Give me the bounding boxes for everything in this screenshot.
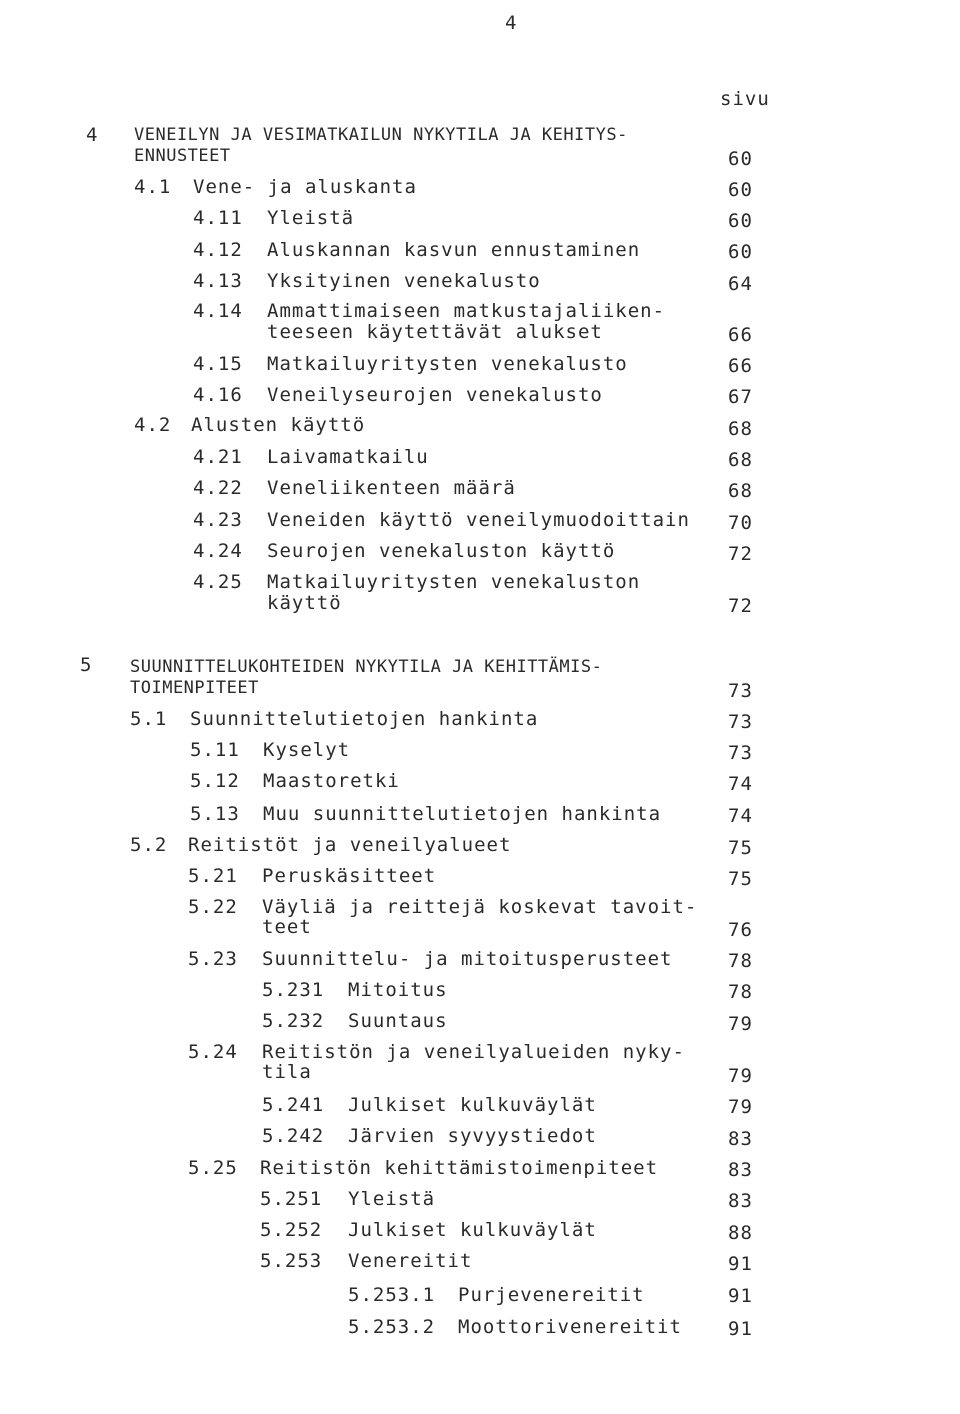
entry-title: Suuntaus [348,1010,448,1032]
entry-number: 5.23 [188,948,238,970]
entry-number: 5.12 [190,770,240,792]
entry-page: 75 [728,868,753,890]
entry-title: Vene- ja aluskanta [193,176,417,198]
entry-title-line1: Matkailuyritysten venekaluston [267,571,641,593]
entry-page: 64 [728,273,753,295]
entry-page: 74 [728,773,753,795]
entry-number: 4.22 [193,477,243,499]
entry-title: Julkiset kulkuväylät [348,1094,597,1116]
entry-number: 5.232 [262,1010,325,1032]
entry-title: Järvien syvyystiedot [348,1125,597,1147]
entry-number: 5.253.2 [348,1316,436,1338]
entry-page: 68 [728,480,753,502]
entry-page: 68 [728,449,753,471]
entry-number: 5.11 [190,739,240,761]
entry-number: 5.21 [188,865,238,887]
entry-number: 4.1 [134,176,172,198]
entry-title: Suunnittelu- ja mitoitusperusteet [262,948,673,970]
entry-number: 4.12 [193,239,243,261]
entry-title: Purjevenereitit [458,1284,645,1306]
entry-number: 4.24 [193,540,243,562]
entry-page: 76 [728,919,753,941]
entry-number: 5.251 [260,1188,323,1210]
entry-title: Yleistä [348,1188,436,1210]
entry-page: 78 [728,950,753,972]
chapter-title-line1: SUUNNITTELUKOHTEIDEN NYKYTILA JA KEHITTÄMIS- [130,657,603,677]
entry-number: 4.16 [193,384,243,406]
entry-title: Matkailuyritysten venekalusto [267,353,628,375]
chapter-title-line1: VENEILYN JA VESIMATKAILUN NYKYTILA JA KEHITYS- [134,125,628,145]
entry-page: 72 [728,595,753,617]
entry-title: Aluskannan kasvun ennustaminen [267,239,641,261]
entry-number: 5.1 [130,708,168,730]
entry-number: 5.24 [188,1041,238,1063]
entry-number: 5.252 [260,1219,323,1241]
entry-title: Maastoretki [263,770,400,792]
entry-page: 79 [728,1013,753,1035]
entry-page: 73 [728,711,753,733]
entry-title-line1: Väyliä ja reittejä koskevat tavoit- [262,896,698,918]
chapter-number: 5 [80,654,93,676]
entry-page: 68 [728,418,753,440]
page-number: 4 [505,12,518,34]
entry-number: 5.241 [262,1094,325,1116]
entry-title: Venereitit [348,1250,473,1272]
entry-title: Alusten käyttö [191,414,366,436]
entry-page: 60 [728,210,753,232]
entry-title: Peruskäsitteet [262,865,437,887]
entry-number: 5.2 [130,834,168,856]
entry-page: 66 [728,324,753,346]
entry-number: 5.253.1 [348,1284,436,1306]
entry-page: 83 [728,1159,753,1181]
entry-number: 4.15 [193,353,243,375]
entry-page: 83 [728,1128,753,1150]
entry-title: Veneiden käyttö veneilymuodoittain [267,509,690,531]
entry-title-line1: Reitistön ja veneilyalueiden nyky- [262,1041,685,1063]
entry-number: 4.21 [193,446,243,468]
entry-page: 73 [728,742,753,764]
entry-number: 4.14 [193,300,243,322]
entry-page: 83 [728,1190,753,1212]
entry-number: 5.253 [260,1250,323,1272]
entry-page: 91 [728,1318,753,1340]
entry-number: 4.2 [134,414,172,436]
entry-title: Suunnittelutietojen hankinta [190,708,539,730]
chapter-number: 4 [86,124,99,146]
entry-title: Seurojen venekaluston käyttö [267,540,616,562]
entry-title: Laivamatkailu [267,446,429,468]
entry-page: 78 [728,981,753,1003]
entry-page: 91 [728,1253,753,1275]
entry-title-line2: tila [262,1061,312,1083]
entry-page: 72 [728,543,753,565]
entry-page: 74 [728,805,753,827]
entry-number: 5.13 [190,803,240,825]
entry-title: Moottorivenereitit [458,1316,682,1338]
entry-title: Yleistä [267,207,355,229]
entry-title: Veneilyseurojen venekalusto [267,384,603,406]
entry-number: 4.13 [193,270,243,292]
chapter-title-line2: TOIMENPITEET [130,678,259,698]
chapter-title-line2: ENNUSTEET [134,146,231,166]
entry-number: 5.22 [188,896,238,918]
entry-page: 75 [728,837,753,859]
entry-page: 79 [728,1096,753,1118]
entry-number: 4.23 [193,509,243,531]
entry-title: Reitistön kehittämistoimenpiteet [260,1157,659,1179]
entry-title-line2: käyttö [267,592,342,614]
entry-number: 4.25 [193,571,243,593]
entry-title-line1: Ammattimaiseen matkustajaliiken- [267,300,666,322]
entry-title: Muu suunnittelutietojen hankinta [263,803,662,825]
entry-page: 60 [728,241,753,263]
entry-number: 5.242 [262,1125,325,1147]
entry-title: Yksityinen venekalusto [267,270,541,292]
entry-page: 91 [728,1285,753,1307]
entry-title-line2: teeseen käytettävät alukset [267,321,603,343]
entry-title: Reitistöt ja veneilyalueet [188,834,512,856]
entry-page: 70 [728,512,753,534]
entry-number: 4.11 [193,207,243,229]
entry-number: 5.231 [262,979,325,1001]
entry-page: 66 [728,355,753,377]
entry-title-line2: teet [262,916,312,938]
entry-title: Veneliikenteen määrä [267,477,516,499]
chapter-page: 60 [728,148,753,170]
entry-title: Mitoitus [348,979,448,1001]
entry-page: 88 [728,1222,753,1244]
entry-number: 5.25 [188,1157,238,1179]
page-column-header: sivu [720,88,770,110]
entry-page: 67 [728,386,753,408]
entry-page: 79 [728,1065,753,1087]
entry-page: 60 [728,179,753,201]
entry-title: Kyselyt [263,739,351,761]
entry-title: Julkiset kulkuväylät [348,1219,597,1241]
chapter-page: 73 [728,680,753,702]
